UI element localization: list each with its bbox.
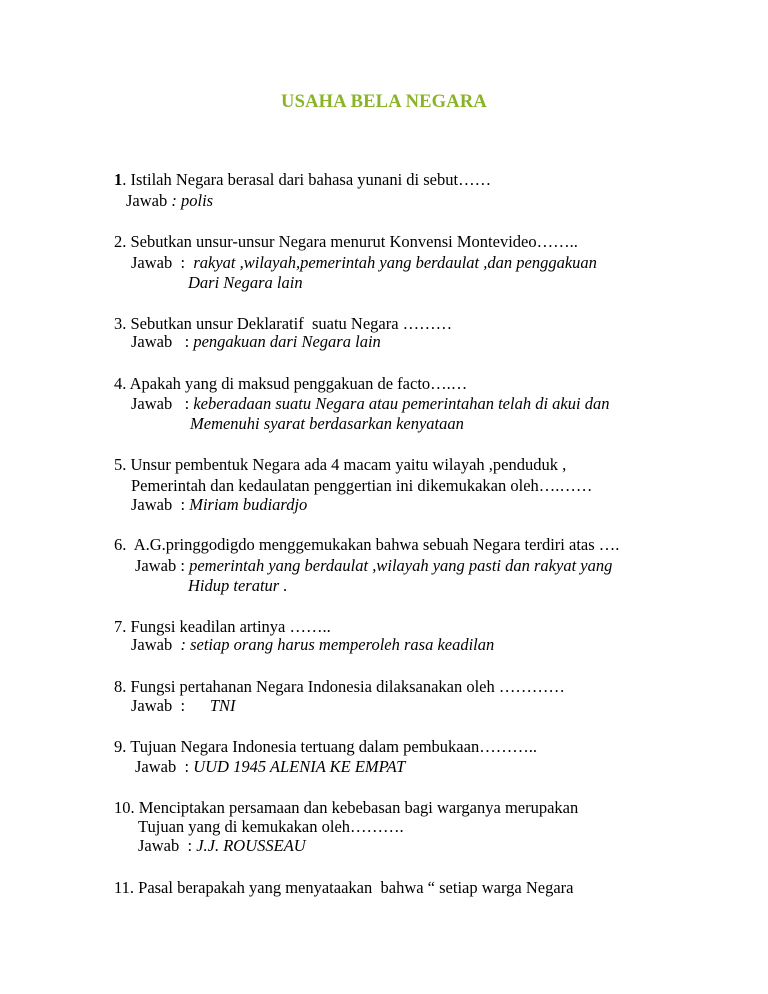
question-7: 7. Fungsi keadilan artinya …….. <box>114 617 331 636</box>
question-10-cont: Tujuan yang di kemukakan oleh………. <box>138 817 404 836</box>
answer-10: Jawab : J.J. ROUSSEAU <box>138 836 306 855</box>
question-5: 5. Unsur pembentuk Negara ada 4 macam yaitu wilayah ,penduduk , <box>114 455 567 474</box>
answer-2-cont: Dari Negara lain <box>188 273 303 292</box>
question-2: 2. Sebutkan unsur-unsur Negara menurut Konvensi Montevideo…….. <box>114 232 578 251</box>
question-1: 1. Istilah Negara berasal dari bahasa yunani di sebut…… <box>114 170 492 189</box>
question-8: 8. Fungsi pertahanan Negara Indonesia dilaksanakan oleh ………… <box>114 677 565 696</box>
answer-8: Jawab : TNI <box>131 696 236 715</box>
answer-2: Jawab : rakyat ,wilayah,pemerintah yang berdaulat ,dan penggakuan <box>131 253 597 272</box>
question-10: 10. Menciptakan persamaan dan kebebasan bagi warganya merupakan <box>114 798 579 817</box>
answer-3: Jawab : pengakuan dari Negara lain <box>131 332 381 351</box>
answer-9: Jawab : UUD 1945 ALENIA KE EMPAT <box>135 757 406 776</box>
page-title: USAHA BELA NEGARA <box>281 92 487 112</box>
answer-6: Jawab : pemerintah yang berdaulat ,wilayah yang pasti dan rakyat yang <box>135 556 613 575</box>
answer-4: Jawab : keberadaan suatu Negara atau pemerintahan telah di akui dan <box>131 394 610 413</box>
question-9: 9. Tujuan Negara Indonesia tertuang dalam pembukaan……….. <box>114 737 537 756</box>
answer-4-cont: Memenuhi syarat berdasarkan kenyataan <box>190 414 464 433</box>
question-5-cont: Pemerintah dan kedaulatan penggertian ini dikemukakan oleh….…… <box>131 476 593 495</box>
answer-7: Jawab : setiap orang harus memperoleh rasa keadilan <box>131 635 495 654</box>
question-number: 1 <box>114 170 123 189</box>
question-6: 6. A.G.pringgodigdo menggemukakan bahwa sebuah Negara terdiri atas …. <box>114 535 620 554</box>
question-11: 11. Pasal berapakah yang menyataakan bahwa “ setiap warga Negara <box>114 878 574 897</box>
question-3: 3. Sebutkan unsur Deklaratif suatu Negara ……… <box>114 314 453 333</box>
answer-1: Jawab : polis <box>126 191 214 210</box>
question-4: 4. Apakah yang di maksud penggakuan de facto….… <box>114 374 468 393</box>
answer-5: Jawab : Miriam budiardjo <box>131 495 308 514</box>
answer-6-cont: Hidup teratur . <box>188 576 288 595</box>
